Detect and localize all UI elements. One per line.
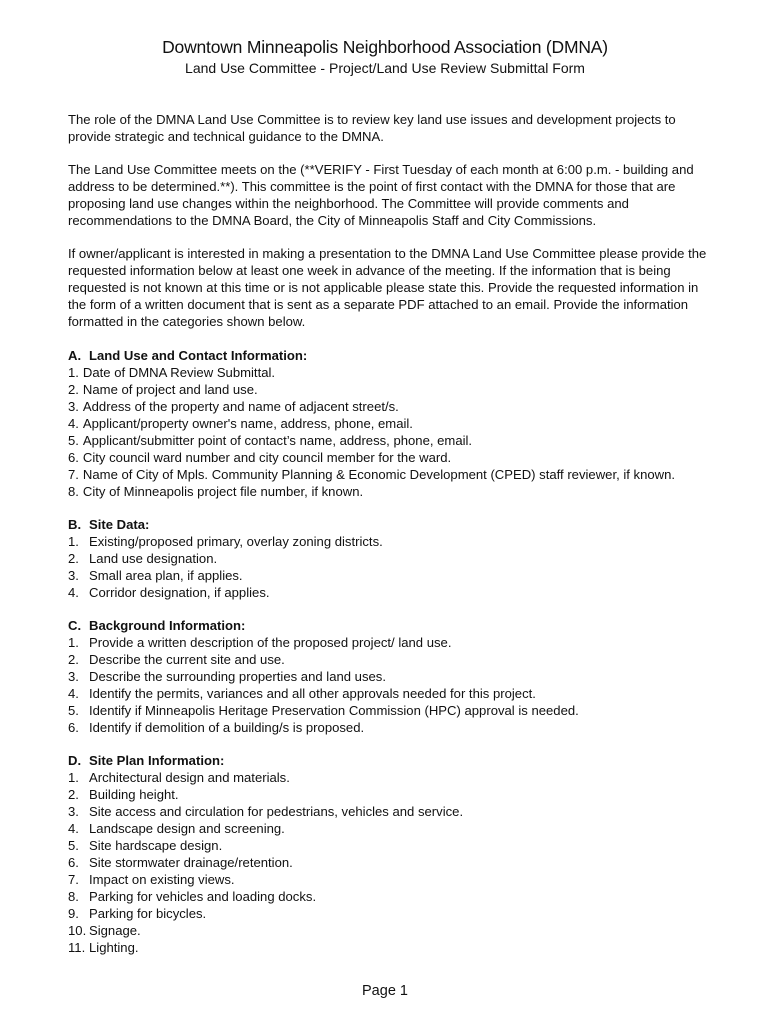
item-number: 10. — [68, 923, 87, 938]
item-number: 8. — [68, 484, 79, 499]
list-item — [68, 651, 718, 668]
item-number: 9. — [68, 906, 79, 921]
item-number: 3. — [68, 804, 79, 819]
section-letter: C. — [68, 618, 82, 633]
document-title: Downtown Minneapolis Neighborhood Association (DMNA) — [162, 37, 608, 57]
intro-paragraph: The role of the DMNA Land Use Committee is to review key land use issues and development projects to provide strategic and technical guidance to the DMNA. — [68, 112, 676, 144]
item-text: Identify if Minneapolis Heritage Preservation Commission (HPC) approval is needed. — [89, 703, 579, 718]
item-text: Architectural design and materials. — [89, 770, 290, 785]
list-item — [68, 820, 718, 837]
list-item — [68, 415, 718, 432]
list-item — [68, 550, 718, 567]
list-item — [68, 769, 718, 786]
item-text: Describe the current site and use. — [89, 652, 285, 667]
item-text: Corridor designation, if applies. — [89, 585, 270, 600]
list-item — [68, 871, 718, 888]
item-number: 1. — [68, 365, 79, 380]
item-text: Site hardscape design. — [89, 838, 223, 853]
list-item — [68, 398, 718, 415]
item-text: Site stormwater drainage/retention. — [89, 855, 293, 870]
item-number: 2. — [68, 652, 79, 667]
item-number: 8. — [68, 889, 79, 904]
item-number: 3. — [68, 669, 79, 684]
list-item — [68, 786, 718, 803]
list-item — [68, 634, 718, 651]
section-heading — [68, 752, 718, 769]
item-number: 2. — [68, 551, 79, 566]
item-number: 6. — [68, 720, 79, 735]
item-number: 5. — [68, 838, 79, 853]
list-item — [68, 483, 718, 500]
list-item — [68, 685, 718, 702]
section-title: Site Data: — [89, 517, 150, 532]
item-number: 5. — [68, 703, 79, 718]
item-number: 11. — [68, 940, 86, 955]
item-text: Lighting. — [89, 940, 139, 955]
section-letter: D. — [68, 753, 82, 768]
item-number: 1. — [68, 770, 79, 785]
intro-paragraph: If owner/applicant is interested in making a presentation to the DMNA Land Use Committee please provide the requested information below at least one week in advance of the meeting. If the information that is being requested is not known at this time or is not applicable please state this. Provide the requested information in the form of a written document that is sent as a separate PDF attached to an email. Provide the information formatted in the categories shown below. — [68, 246, 707, 329]
item-text: Identify if demolition of a building/s is proposed. — [89, 720, 365, 735]
item-number: 4. — [68, 686, 79, 701]
page-number: Page 1 — [362, 983, 408, 999]
section-heading — [68, 617, 718, 634]
list-item — [68, 567, 718, 584]
section-title: Site Plan Information: — [89, 753, 225, 768]
item-text: Applicant/property owner's name, address, phone, email. — [82, 416, 413, 431]
item-text: Address of the property and name of adjacent street/s. — [82, 399, 399, 414]
section-title: Land Use and Contact Information: — [89, 348, 308, 363]
section-heading — [68, 347, 718, 364]
item-text: Small area plan, if applies. — [89, 568, 243, 583]
item-text: Signage. — [89, 923, 141, 938]
item-number: 2. — [68, 787, 79, 802]
item-text: Provide a written description of the proposed project/ land use. — [89, 635, 452, 650]
item-number: 7. — [68, 872, 79, 887]
list-item — [68, 939, 718, 956]
document-subtitle: Land Use Committee - Project/Land Use Review Submittal Form — [185, 60, 585, 76]
item-number: 3. — [68, 399, 79, 414]
intro-paragraph: The Land Use Committee meets on the (**VERIFY - First Tuesday of each month at 6:00 p.m. - building and address to be determined.**). This committee is the point of first contact with the DMNA for those that are proposing land use changes within the neighborhood. The Committee will provide comments and recommendations to the DMNA Board, the City of Minneapolis Staff and City Commissions. — [68, 162, 694, 228]
item-number: 3. — [68, 568, 79, 583]
list-item — [68, 854, 718, 871]
item-text: Date of DMNA Review Submittal. — [82, 365, 276, 380]
list-item — [68, 702, 718, 719]
list-item — [68, 922, 718, 939]
section-title: Background Information: — [89, 618, 246, 633]
item-text: Land use designation. — [89, 551, 218, 566]
item-number: 4. — [68, 821, 79, 836]
item-text: Parking for bicycles. — [89, 906, 207, 921]
item-number: 2. — [68, 382, 79, 397]
list-item — [68, 364, 718, 381]
section-letter: A. — [68, 348, 82, 363]
list-item — [68, 449, 718, 466]
list-item — [68, 533, 718, 550]
list-item — [68, 837, 718, 854]
item-text: Name of project and land use. — [82, 382, 258, 397]
item-text: City council ward number and city council member for the ward. — [82, 450, 452, 465]
item-text: Name of City of Mpls. Community Planning & Economic Development (CPED) staff reviewer, if known. — [82, 467, 676, 482]
list-item — [68, 888, 718, 905]
item-number: 4. — [68, 416, 79, 431]
item-number: 5. — [68, 433, 79, 448]
list-item — [68, 803, 718, 820]
item-text: Parking for vehicles and loading docks. — [89, 889, 317, 904]
section-b — [68, 516, 718, 601]
section-heading — [68, 516, 718, 533]
item-number: 1. — [68, 534, 79, 549]
section-a — [68, 347, 718, 500]
item-text: Identify the permits, variances and all other approvals needed for this project. — [89, 686, 536, 701]
item-number: 6. — [68, 450, 79, 465]
list-item — [68, 381, 718, 398]
item-number: 1. — [68, 635, 79, 650]
item-text: Describe the surrounding properties and land uses. — [89, 669, 386, 684]
item-text: Site access and circulation for pedestrians, vehicles and service. — [89, 804, 464, 819]
item-text: Impact on existing views. — [89, 872, 235, 887]
item-number: 6. — [68, 855, 79, 870]
list-item — [68, 584, 718, 601]
list-item — [68, 719, 718, 736]
list-item — [68, 432, 718, 449]
section-c — [68, 617, 718, 736]
list-item — [68, 905, 718, 922]
item-text: Building height. — [89, 787, 179, 802]
section-d — [68, 752, 718, 956]
item-number: 4. — [68, 585, 79, 600]
item-number: 7. — [68, 467, 79, 482]
item-text: Landscape design and screening. — [89, 821, 285, 836]
item-text: City of Minneapolis project file number, if known. — [82, 484, 364, 499]
document-body — [68, 111, 718, 972]
item-text: Existing/proposed primary, overlay zoning districts. — [89, 534, 383, 549]
list-item — [68, 668, 718, 685]
item-text: Applicant/submitter point of contact’s name, address, phone, email. — [82, 433, 473, 448]
list-item — [68, 466, 718, 483]
section-letter: B. — [68, 517, 82, 532]
